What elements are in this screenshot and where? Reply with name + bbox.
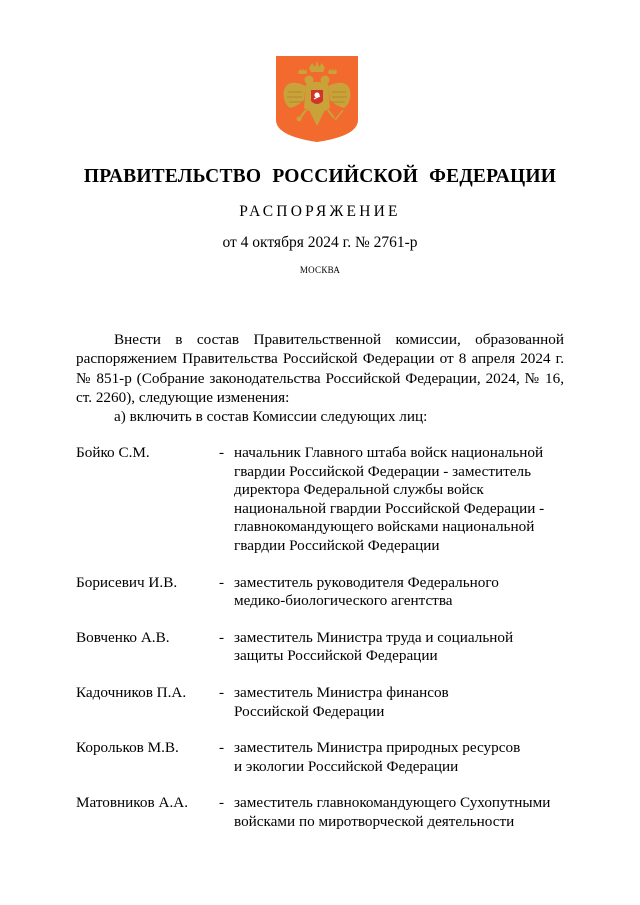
dash: - [219,444,225,461]
preamble-text: Внести в состав Правительственной комиссии, образованной распоряжением Правительства Российской Федерации от 8 апреля 2024 г. № 851-р (Собрание законодательства Российской Федерации, 2024, № 16, ст. 2260), следующие изменения: [76,331,564,407]
person-name: Вовченко А.В. [76,628,170,646]
person-name: Бойко С.М. [76,444,150,461]
person-position: заместитель Министра труда и социальной защиты Российской Федерации [234,628,514,665]
document-date-number: от 4 октября 2024 г. № 2761-р [222,234,418,251]
preamble [76,330,564,408]
person-name: Кадочников П.А. [76,683,187,701]
person-name: Корольков М.В. [76,739,179,757]
document-city: МОСКВА [299,265,341,275]
document-type: РАСПОРЯЖЕНИЕ [239,203,401,220]
government-title: ПРАВИТЕЛЬСТВО РОССИЙСКОЙ ФЕДЕРАЦИИ [83,166,557,187]
person-position: заместитель Министра природных ресурсов и экологии Российской Федерации [234,739,521,775]
amendment-intro: а) включить в состав Комиссии следующих лиц: [114,408,428,425]
persons-list [76,444,576,850]
list-item [76,574,576,611]
dash: - [219,739,225,757]
list-item [76,794,576,831]
list-item [76,444,576,556]
person-position: начальник Главного штаба войск национальной гвардии Российской Федерации - заместитель директора Федеральной службы войск национальной гвардии Российской Федерации - главнокомандующего войсками национальной гвардии Российской Федерации [234,444,545,554]
person-name: Матовников А.А. [76,794,189,812]
dash: - [219,628,225,646]
dash: - [219,683,225,701]
list-item [76,684,576,721]
list-item [76,739,576,776]
dash: - [219,794,225,812]
coat-of-arms-icon [276,56,358,142]
dash: - [219,573,225,591]
person-name: Борисевич И.В. [76,573,178,591]
person-position: заместитель Министра финансов Российской Федерации [234,683,449,720]
person-position: заместитель главнокомандующего Сухопутными войсками по миротворческой деятельности [234,794,551,830]
person-position: заместитель руководителя Федерального медико-биологического агентства [234,573,499,610]
list-item [76,629,576,666]
